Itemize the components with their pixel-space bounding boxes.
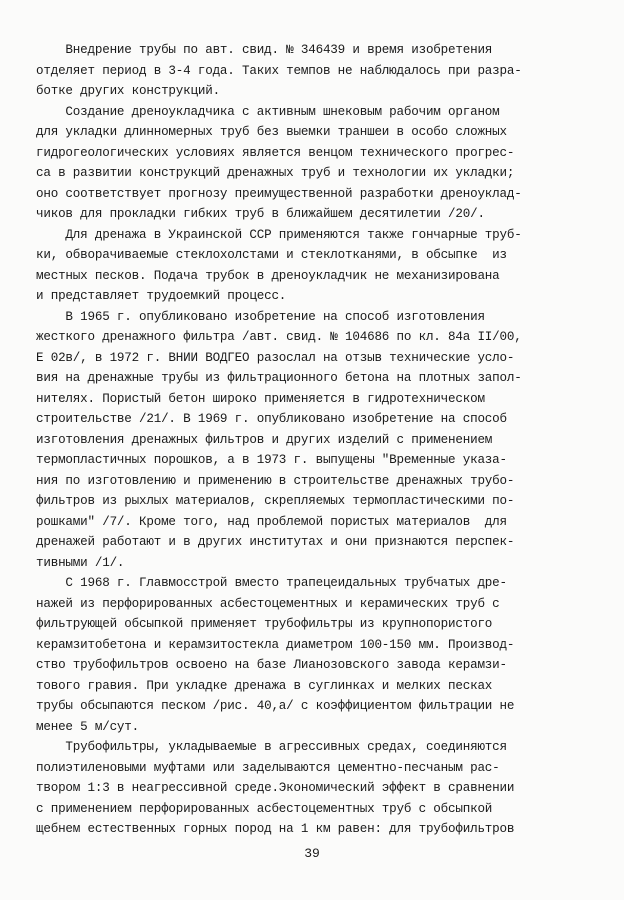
text-line: нителях. Пористый бетон широко применяется в гидротехническом bbox=[36, 391, 485, 406]
text-line: строительстве /21/. В 1969 г. опубликовано изобретение на способ bbox=[36, 412, 507, 426]
text-line: щебнем естественных горных пород на 1 км равен: для трубофильтров bbox=[36, 822, 515, 836]
text-line: изготовления дренажных фильтров и других изделий с применением bbox=[36, 432, 493, 447]
text-line: Трубофильтры, укладываемые в агрессивных средах, соединяются bbox=[36, 740, 507, 754]
text-line: В 1965 г. опубликовано изобретение на способ изготовления bbox=[36, 309, 485, 324]
text-line: гидрогеологических условиях является венцом технического прогрес- bbox=[36, 145, 515, 160]
text-line: оно соответствует прогнозу преимущественной разработки дреноуклад- bbox=[36, 186, 522, 201]
body-text bbox=[36, 40, 588, 840]
text-line: Е 02в/, в 1972 г. ВНИИ ВОДГЕО разослал на отзыв технические усло- bbox=[36, 350, 515, 365]
text-line: местных песков. Подача трубок в дреноукладчик не механизирована bbox=[36, 268, 500, 283]
text-line: и представляет трудоемкий процесс. bbox=[36, 289, 287, 303]
text-line: тивными /1/. bbox=[36, 555, 125, 570]
text-line: тового гравия. При укладке дренажа в суглинках и мелких песках bbox=[36, 678, 493, 693]
page-number: 39 bbox=[304, 846, 320, 861]
text-line: чиков для прокладки гибких труб в ближайшем десятилетии /20/. bbox=[36, 207, 485, 221]
text-line: твором 1:3 в неагрессивной среде.Экономический эффект в сравнении bbox=[36, 781, 515, 795]
text-line: С 1968 г. Главмосстрой вместо трапецеидальных трубчатых дре- bbox=[36, 576, 507, 590]
text-line: фильтров из рыхлых материалов, скрепляемых термопластическими по- bbox=[36, 494, 515, 508]
text-line: Внедрение трубы по авт. свид. № 346439 и время изобретения bbox=[36, 43, 493, 57]
text-line: трубы обсыпаются песком /рис. 40,а/ с коэффициентом фильтрации не bbox=[36, 699, 515, 713]
text-line: са в развитии конструкций дренажных труб и технологии их укладки; bbox=[36, 166, 515, 180]
text-line: термопластичных порошков, а в 1973 г. выпущены "Временные указа- bbox=[36, 453, 507, 467]
text-line: для укладки длинномерных труб без выемки траншеи в особо сложных bbox=[36, 125, 507, 139]
text-line: Создание дреноукладчика с активным шнековым рабочим органом bbox=[36, 104, 500, 119]
text-line: ботке других конструкций. bbox=[36, 84, 220, 98]
text-line: Для дренажа в Украинской ССР применяются также гончарные труб- bbox=[36, 227, 522, 242]
text-line: ство трубофильтров освоено на базе Лианозовского завода керамзи- bbox=[36, 658, 507, 672]
text-line: вия на дренажные трубы из фильтрационного бетона на плотных запол- bbox=[36, 371, 522, 385]
text-line: дренажей работают и в других институтах и они признаются перспек- bbox=[36, 535, 515, 549]
text-line: керамзитобетона и керамзитостекла диаметром 100-150 мм. Производ- bbox=[36, 637, 515, 652]
text-line: жесткого дренажного фильтра /авт. свид. № 104686 по кл. 84а II/00, bbox=[36, 330, 522, 344]
text-line: с применением перфорированных асбестоцементных труб с обсыпкой bbox=[36, 801, 493, 816]
text-line: рошками" /7/. Кроме того, над проблемой пористых материалов для bbox=[36, 514, 507, 529]
text-line: полиэтиленовыми муфтами или заделываются цементно-песчаным рас- bbox=[36, 760, 500, 775]
text-line: ния по изготовлению и применению в строительстве дренажных трубо- bbox=[36, 473, 515, 488]
text-line: менее 5 м/сут. bbox=[36, 719, 140, 734]
text-line: фильтрующей обсыпкой применяет трубофильтры из крупнопористого bbox=[36, 617, 493, 631]
text-line: ки, обворачиваемые стеклохолстами и стеклотканями, в обсыпке из bbox=[36, 248, 507, 262]
text-line: нажей из перфорированных асбестоцементных и керамических труб с bbox=[36, 596, 500, 611]
text-line: отделяет период в 3-4 года. Таких темпов не наблюдалось при разра- bbox=[36, 63, 522, 78]
